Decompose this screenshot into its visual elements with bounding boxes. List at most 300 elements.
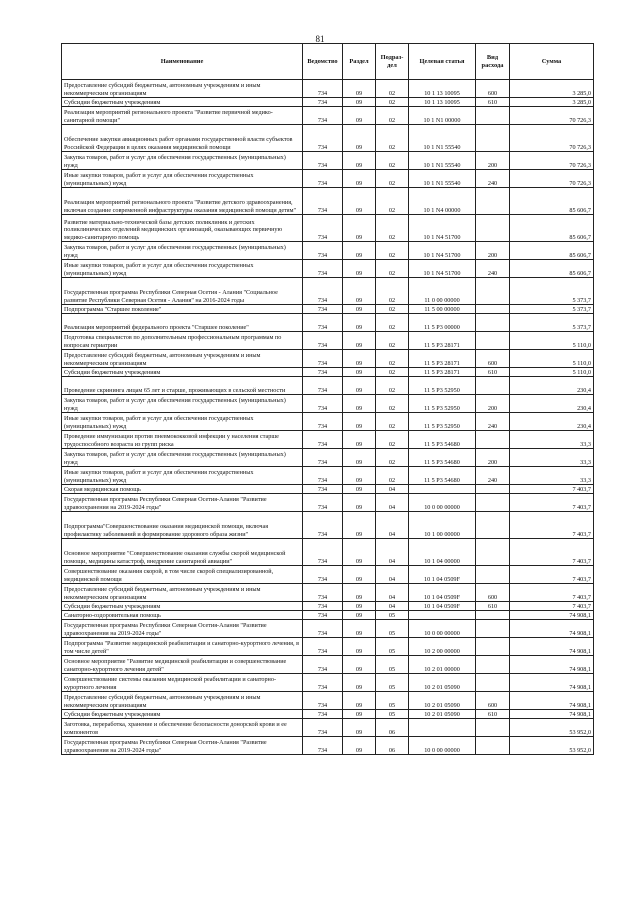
cell-celevaya-statya: 10 1 N4 51700 <box>409 260 476 278</box>
cell-name: Государственная программа Республики Северная Осетия-Алания "Развитие здравоохранения на 2019-2024 годы" <box>62 737 303 755</box>
table-row <box>62 656 594 674</box>
cell-celevaya-statya: 10 0 00 00000 <box>409 494 476 512</box>
cell-vid-rashoda <box>476 215 510 242</box>
cell-name: Предоставление субсидий бюджетным, автономным учреждениям и иным некоммерческим организациям <box>62 584 303 602</box>
cell-razdel: 09 <box>343 152 376 170</box>
cell-summa: 85 606,7 <box>510 260 594 278</box>
cell-summa: 230,4 <box>510 395 594 413</box>
cell-podrazdel: 06 <box>376 737 409 755</box>
cell-podrazdel: 02 <box>376 278 409 305</box>
cell-vid-rashoda: 600 <box>476 80 510 98</box>
cell-name: Подпрограмма "Старшее поколение" <box>62 305 303 314</box>
cell-vid-rashoda <box>476 638 510 656</box>
cell-summa: 70 726,3 <box>510 125 594 152</box>
cell-summa: 230,4 <box>510 413 594 431</box>
cell-vid-rashoda: 240 <box>476 170 510 188</box>
cell-podrazdel: 04 <box>376 485 409 494</box>
cell-name: Подготовка специалистов по дополнительным профессиональным программам по вопросам гериатрии <box>62 332 303 350</box>
cell-podrazdel: 02 <box>376 125 409 152</box>
cell-razdel: 09 <box>343 566 376 584</box>
cell-razdel: 09 <box>343 584 376 602</box>
cell-vid-rashoda <box>476 431 510 449</box>
cell-vedomstvo: 734 <box>303 611 343 620</box>
cell-razdel: 09 <box>343 332 376 350</box>
cell-celevaya-statya: 11 5 P3 52950 <box>409 413 476 431</box>
cell-name: Обеспечение закупки авиационных работ органами государственной власти субъектов Российской Федерации в целях оказания медицинской помощи <box>62 125 303 152</box>
table-row <box>62 584 594 602</box>
cell-summa: 7 403,7 <box>510 539 594 566</box>
cell-summa: 74 908,1 <box>510 638 594 656</box>
cell-name: Закупка товаров, работ и услуг для обеспечения государственных (муниципальных) нужд <box>62 242 303 260</box>
cell-podrazdel: 05 <box>376 620 409 638</box>
table-row <box>62 152 594 170</box>
cell-podrazdel: 02 <box>376 215 409 242</box>
header-vid-rashoda: Вид расхода <box>476 44 510 80</box>
cell-celevaya-statya: 11 5 P3 00000 <box>409 314 476 332</box>
cell-celevaya-statya: 11 5 P3 54680 <box>409 449 476 467</box>
cell-celevaya-statya: 11 5 P3 54680 <box>409 467 476 485</box>
cell-celevaya-statya: 10 1 N1 55540 <box>409 125 476 152</box>
cell-summa: 74 908,1 <box>510 620 594 638</box>
cell-vid-rashoda: 200 <box>476 152 510 170</box>
cell-name: Подпрограмма "Развитие медицинской реабилитации и санаторно-курортного лечения, в том числе детей" <box>62 638 303 656</box>
cell-vedomstvo: 734 <box>303 188 343 215</box>
cell-vedomstvo: 734 <box>303 413 343 431</box>
header-podrazdel: Подраз-дел <box>376 44 409 80</box>
cell-celevaya-statya: 10 1 N1 55540 <box>409 152 476 170</box>
cell-razdel: 09 <box>343 377 376 395</box>
cell-celevaya-statya: 11 5 P3 52950 <box>409 377 476 395</box>
cell-razdel: 09 <box>343 260 376 278</box>
cell-name: Проведение иммунизации против пневмококковой инфекции у населения старше трудоспособного возраста из групп риска <box>62 431 303 449</box>
cell-vid-rashoda: 600 <box>476 350 510 368</box>
cell-summa: 85 606,7 <box>510 215 594 242</box>
table-row <box>62 377 594 395</box>
cell-summa: 5 110,0 <box>510 350 594 368</box>
cell-podrazdel: 02 <box>376 80 409 98</box>
cell-name: Закупка товаров, работ и услуг для обеспечения государственных (муниципальных) нужд <box>62 395 303 413</box>
cell-razdel: 09 <box>343 314 376 332</box>
cell-razdel: 09 <box>343 413 376 431</box>
cell-summa: 7 403,7 <box>510 584 594 602</box>
table-row <box>62 260 594 278</box>
cell-name: Реализация мероприятий регионального проекта "Развитие детского здравоохранения, включая создание современной инфраструктуры оказания медицинской помощи детям" <box>62 188 303 215</box>
cell-vid-rashoda <box>476 620 510 638</box>
cell-celevaya-statya: 11 5 P3 28171 <box>409 350 476 368</box>
cell-name: Иные закупки товаров, работ и услуг для обеспечения государственных (муниципальных) нужд <box>62 467 303 485</box>
cell-podrazdel: 02 <box>376 305 409 314</box>
cell-celevaya-statya: 10 1 04 0509F <box>409 584 476 602</box>
cell-razdel: 09 <box>343 494 376 512</box>
cell-celevaya-statya <box>409 611 476 620</box>
cell-vedomstvo: 734 <box>303 449 343 467</box>
cell-vid-rashoda <box>476 125 510 152</box>
cell-razdel: 09 <box>343 188 376 215</box>
cell-vedomstvo: 734 <box>303 260 343 278</box>
table-row <box>62 305 594 314</box>
cell-vid-rashoda: 600 <box>476 584 510 602</box>
cell-vedomstvo: 734 <box>303 737 343 755</box>
table-row <box>62 692 594 710</box>
cell-vid-rashoda: 240 <box>476 413 510 431</box>
cell-razdel: 09 <box>343 485 376 494</box>
cell-razdel: 09 <box>343 539 376 566</box>
cell-vedomstvo: 734 <box>303 602 343 611</box>
cell-celevaya-statya: 10 0 00 00000 <box>409 737 476 755</box>
cell-vid-rashoda: 200 <box>476 449 510 467</box>
cell-name: Иные закупки товаров, работ и услуг для обеспечения государственных (муниципальных) нужд <box>62 413 303 431</box>
cell-name: Развитие материально-технической базы детских поликлиник и детских поликлинических отделений медицинских организаций, оказывающих первичную медико-санитарную помощь <box>62 215 303 242</box>
cell-razdel: 09 <box>343 692 376 710</box>
cell-vid-rashoda <box>476 566 510 584</box>
cell-celevaya-statya: 10 2 01 05090 <box>409 710 476 719</box>
cell-vedomstvo: 734 <box>303 314 343 332</box>
table-row <box>62 494 594 512</box>
cell-summa: 3 285,0 <box>510 80 594 98</box>
cell-razdel: 09 <box>343 305 376 314</box>
cell-podrazdel: 04 <box>376 494 409 512</box>
cell-name: Закупка товаров, работ и услуг для обеспечения государственных (муниципальных) нужд <box>62 449 303 467</box>
table-row <box>62 107 594 125</box>
cell-vid-rashoda <box>476 674 510 692</box>
cell-podrazdel: 02 <box>376 467 409 485</box>
cell-podrazdel: 05 <box>376 611 409 620</box>
cell-vedomstvo: 734 <box>303 305 343 314</box>
cell-summa: 5 110,0 <box>510 368 594 377</box>
cell-celevaya-statya: 10 2 01 05090 <box>409 692 476 710</box>
cell-name: Совершенствование системы оказания медицинской реабилитации и санаторно-курортного лечения <box>62 674 303 692</box>
cell-celevaya-statya <box>409 485 476 494</box>
cell-vedomstvo: 734 <box>303 368 343 377</box>
cell-razdel: 09 <box>343 512 376 539</box>
cell-name: Субсидии бюджетным учреждениям <box>62 368 303 377</box>
cell-vid-rashoda: 610 <box>476 710 510 719</box>
cell-razdel: 09 <box>343 98 376 107</box>
page-number: 81 <box>315 34 325 44</box>
cell-celevaya-statya: 10 2 01 05090 <box>409 674 476 692</box>
cell-podrazdel: 02 <box>376 413 409 431</box>
cell-celevaya-statya: 11 5 P3 28171 <box>409 332 476 350</box>
cell-celevaya-statya: 10 1 13 10095 <box>409 98 476 107</box>
cell-celevaya-statya: 11 5 P3 28171 <box>409 368 476 377</box>
cell-summa: 85 606,7 <box>510 242 594 260</box>
cell-vid-rashoda <box>476 314 510 332</box>
cell-summa: 74 908,1 <box>510 674 594 692</box>
header-celevaya-statya: Целевая статья <box>409 44 476 80</box>
cell-celevaya-statya: 10 1 04 00000 <box>409 539 476 566</box>
cell-podrazdel: 06 <box>376 719 409 737</box>
cell-vid-rashoda <box>476 611 510 620</box>
cell-vedomstvo: 734 <box>303 332 343 350</box>
cell-vid-rashoda: 610 <box>476 368 510 377</box>
cell-summa: 74 908,1 <box>510 656 594 674</box>
table-row <box>62 98 594 107</box>
cell-podrazdel: 05 <box>376 692 409 710</box>
cell-celevaya-statya: 10 1 13 10095 <box>409 80 476 98</box>
cell-vid-rashoda <box>476 737 510 755</box>
cell-summa: 53 952,0 <box>510 719 594 737</box>
cell-name: Предоставление субсидий бюджетным, автономным учреждениям и иным некоммерческим организациям <box>62 350 303 368</box>
cell-name: Закупка товаров, работ и услуг для обеспечения государственных (муниципальных) нужд <box>62 152 303 170</box>
cell-celevaya-statya: 10 1 N1 00000 <box>409 107 476 125</box>
cell-razdel: 09 <box>343 737 376 755</box>
cell-vedomstvo: 734 <box>303 80 343 98</box>
cell-summa: 53 952,0 <box>510 737 594 755</box>
cell-razdel: 09 <box>343 80 376 98</box>
cell-vedomstvo: 734 <box>303 719 343 737</box>
table-row <box>62 368 594 377</box>
cell-celevaya-statya: 10 1 N1 55540 <box>409 170 476 188</box>
cell-celevaya-statya: 11 5 P3 52950 <box>409 395 476 413</box>
cell-name: Иные закупки товаров, работ и услуг для обеспечения государственных (муниципальных) нужд <box>62 260 303 278</box>
cell-razdel: 09 <box>343 368 376 377</box>
cell-razdel: 09 <box>343 710 376 719</box>
table-row <box>62 215 594 242</box>
cell-razdel: 09 <box>343 449 376 467</box>
cell-name: Субсидии бюджетным учреждениям <box>62 602 303 611</box>
cell-celevaya-statya: 11 5 P3 54680 <box>409 431 476 449</box>
cell-podrazdel: 02 <box>376 350 409 368</box>
cell-vedomstvo: 734 <box>303 710 343 719</box>
cell-podrazdel: 02 <box>376 368 409 377</box>
cell-vid-rashoda: 610 <box>476 98 510 107</box>
table-row <box>62 674 594 692</box>
cell-vedomstvo: 734 <box>303 170 343 188</box>
cell-vedomstvo: 734 <box>303 584 343 602</box>
cell-razdel: 09 <box>343 278 376 305</box>
cell-celevaya-statya: 10 0 00 00000 <box>409 620 476 638</box>
cell-summa: 7 403,7 <box>510 494 594 512</box>
cell-podrazdel: 02 <box>376 242 409 260</box>
cell-celevaya-statya: 10 1 00 00000 <box>409 512 476 539</box>
cell-razdel: 09 <box>343 107 376 125</box>
cell-name: Заготовка, переработка, хранение и обеспечение безопасности донорской крови и ее компонентов <box>62 719 303 737</box>
cell-vid-rashoda <box>476 305 510 314</box>
cell-summa: 70 726,3 <box>510 107 594 125</box>
table-row <box>62 467 594 485</box>
cell-vid-rashoda <box>476 332 510 350</box>
cell-podrazdel: 02 <box>376 377 409 395</box>
cell-podrazdel: 04 <box>376 539 409 566</box>
cell-vedomstvo: 734 <box>303 656 343 674</box>
table-row <box>62 170 594 188</box>
cell-celevaya-statya: 10 1 N4 00000 <box>409 188 476 215</box>
cell-podrazdel: 02 <box>376 107 409 125</box>
cell-summa: 5 373,7 <box>510 305 594 314</box>
cell-podrazdel: 02 <box>376 332 409 350</box>
cell-vedomstvo: 734 <box>303 107 343 125</box>
cell-podrazdel: 05 <box>376 710 409 719</box>
table-row <box>62 332 594 350</box>
cell-summa: 74 908,1 <box>510 692 594 710</box>
cell-vedomstvo: 734 <box>303 152 343 170</box>
table-row <box>62 539 594 566</box>
table-row <box>62 413 594 431</box>
cell-razdel: 09 <box>343 602 376 611</box>
cell-razdel: 09 <box>343 125 376 152</box>
table-row <box>62 188 594 215</box>
cell-name: Предоставление субсидий бюджетным, автономным учреждениям и иным некоммерческим организациям <box>62 80 303 98</box>
table-row <box>62 602 594 611</box>
cell-razdel: 09 <box>343 467 376 485</box>
table-row <box>62 512 594 539</box>
table-row <box>62 395 594 413</box>
cell-name: Санаторно-оздоровительная помощь <box>62 611 303 620</box>
cell-vid-rashoda: 610 <box>476 602 510 611</box>
cell-summa: 3 285,0 <box>510 98 594 107</box>
cell-vedomstvo: 734 <box>303 539 343 566</box>
cell-vedomstvo: 734 <box>303 467 343 485</box>
cell-vid-rashoda: 200 <box>476 242 510 260</box>
cell-vedomstvo: 734 <box>303 98 343 107</box>
cell-name: Основное мероприятие "Развитие медицинской реабилитации и совершенствование санаторно-курортного лечения детей" <box>62 656 303 674</box>
cell-vedomstvo: 734 <box>303 620 343 638</box>
cell-vid-rashoda <box>476 278 510 305</box>
header-summa: Сумма <box>510 44 594 80</box>
cell-vedomstvo: 734 <box>303 512 343 539</box>
table-row <box>62 737 594 755</box>
cell-podrazdel: 02 <box>376 170 409 188</box>
cell-celevaya-statya: 10 2 01 00000 <box>409 656 476 674</box>
cell-name: Иные закупки товаров, работ и услуг для обеспечения государственных (муниципальных) нужд <box>62 170 303 188</box>
cell-razdel: 09 <box>343 674 376 692</box>
cell-vedomstvo: 734 <box>303 485 343 494</box>
cell-summa: 85 606,7 <box>510 188 594 215</box>
cell-summa: 33,3 <box>510 467 594 485</box>
cell-vid-rashoda <box>476 485 510 494</box>
table-row <box>62 125 594 152</box>
cell-summa: 230,4 <box>510 377 594 395</box>
cell-summa: 74 908,1 <box>510 710 594 719</box>
cell-summa: 74 908,1 <box>510 611 594 620</box>
cell-name: Реализация мероприятий регионального проекта "Развитие первичной медико-санитарной помощи" <box>62 107 303 125</box>
cell-podrazdel: 04 <box>376 584 409 602</box>
cell-vedomstvo: 734 <box>303 566 343 584</box>
cell-vedomstvo: 734 <box>303 350 343 368</box>
cell-celevaya-statya: 10 1 04 0509F <box>409 602 476 611</box>
cell-name: Субсидии бюджетным учреждениям <box>62 98 303 107</box>
cell-podrazdel: 02 <box>376 188 409 215</box>
cell-podrazdel: 02 <box>376 449 409 467</box>
cell-name: Совершенствование оказания скорой, в том числе скорой специализированной, медицинской помощи <box>62 566 303 584</box>
cell-vedomstvo: 734 <box>303 395 343 413</box>
table-row <box>62 431 594 449</box>
cell-name: Проведение скрининга лицам 65 лет и старше, проживающих в сельской местности <box>62 377 303 395</box>
cell-vid-rashoda <box>476 539 510 566</box>
cell-podrazdel: 02 <box>376 260 409 278</box>
cell-podrazdel: 05 <box>376 638 409 656</box>
table-row <box>62 80 594 98</box>
cell-razdel: 09 <box>343 242 376 260</box>
cell-celevaya-statya: 10 2 00 00000 <box>409 638 476 656</box>
table-row <box>62 449 594 467</box>
cell-vid-rashoda <box>476 656 510 674</box>
cell-celevaya-statya <box>409 719 476 737</box>
cell-vid-rashoda <box>476 107 510 125</box>
cell-vedomstvo: 734 <box>303 278 343 305</box>
cell-vid-rashoda <box>476 719 510 737</box>
cell-podrazdel: 05 <box>376 674 409 692</box>
cell-vedomstvo: 734 <box>303 242 343 260</box>
cell-podrazdel: 02 <box>376 395 409 413</box>
cell-razdel: 09 <box>343 431 376 449</box>
cell-summa: 7 403,7 <box>510 602 594 611</box>
table-body <box>62 80 594 755</box>
cell-razdel: 09 <box>343 611 376 620</box>
cell-name: Государственная программа Республики Северная Осетия - Алания "Социальное развитие Республики Северная Осетия - Алания" на 2016-2024 годы <box>62 278 303 305</box>
cell-vedomstvo: 734 <box>303 431 343 449</box>
cell-vedomstvo: 734 <box>303 377 343 395</box>
cell-podrazdel: 02 <box>376 314 409 332</box>
cell-name: Субсидии бюджетным учреждениям <box>62 710 303 719</box>
cell-podrazdel: 04 <box>376 512 409 539</box>
table-row <box>62 620 594 638</box>
cell-razdel: 09 <box>343 638 376 656</box>
cell-summa: 70 726,3 <box>510 170 594 188</box>
table-row <box>62 611 594 620</box>
cell-razdel: 09 <box>343 656 376 674</box>
cell-summa: 5 373,7 <box>510 278 594 305</box>
cell-vid-rashoda: 600 <box>476 692 510 710</box>
table-row <box>62 350 594 368</box>
cell-podrazdel: 04 <box>376 602 409 611</box>
cell-summa: 5 110,0 <box>510 332 594 350</box>
cell-celevaya-statya: 10 1 04 0509F <box>409 566 476 584</box>
cell-summa: 7 403,7 <box>510 485 594 494</box>
cell-vid-rashoda: 200 <box>476 395 510 413</box>
cell-vedomstvo: 734 <box>303 638 343 656</box>
cell-vid-rashoda <box>476 188 510 215</box>
cell-summa: 33,3 <box>510 431 594 449</box>
cell-podrazdel: 02 <box>376 152 409 170</box>
cell-razdel: 09 <box>343 719 376 737</box>
cell-summa: 7 403,7 <box>510 566 594 584</box>
cell-summa: 33,3 <box>510 449 594 467</box>
cell-name: Подпрограмма"Совершенствование оказания медицинской помощи, включая профилактику заболеваний и формирование здорового образа жизни" <box>62 512 303 539</box>
cell-name: Государственная программа Республики Северная Осетия-Алания "Развитие здравоохранения на 2019-2024 годы" <box>62 494 303 512</box>
cell-vedomstvo: 734 <box>303 215 343 242</box>
cell-summa: 7 403,7 <box>510 512 594 539</box>
cell-vedomstvo: 734 <box>303 125 343 152</box>
cell-vedomstvo: 734 <box>303 494 343 512</box>
table-header-row <box>62 44 594 80</box>
cell-name: Основное мероприятие "Совершенствование оказания службы скорой медицинской помощи, медицины катастроф, внедрение санитарной авиации" <box>62 539 303 566</box>
table-row <box>62 710 594 719</box>
cell-celevaya-statya: 10 1 N4 51700 <box>409 215 476 242</box>
cell-name: Предоставление субсидий бюджетным, автономным учреждениям и иным некоммерческим организациям <box>62 692 303 710</box>
cell-razdel: 09 <box>343 395 376 413</box>
table-row <box>62 566 594 584</box>
cell-podrazdel: 04 <box>376 566 409 584</box>
cell-name: Скорая медицинская помощь <box>62 485 303 494</box>
cell-vedomstvo: 734 <box>303 674 343 692</box>
cell-vid-rashoda: 240 <box>476 260 510 278</box>
header-vedomstvo: Ведомство <box>303 44 343 80</box>
cell-podrazdel: 05 <box>376 656 409 674</box>
cell-celevaya-statya: 10 1 N4 51700 <box>409 242 476 260</box>
cell-vid-rashoda: 240 <box>476 467 510 485</box>
cell-summa: 5 373,7 <box>510 314 594 332</box>
header-name: Наименование <box>62 44 303 80</box>
table-row <box>62 638 594 656</box>
cell-vid-rashoda <box>476 494 510 512</box>
cell-razdel: 09 <box>343 620 376 638</box>
header-razdel: Раздел <box>343 44 376 80</box>
cell-celevaya-statya: 11 5 00 00000 <box>409 305 476 314</box>
cell-razdel: 09 <box>343 170 376 188</box>
table-row <box>62 242 594 260</box>
cell-vid-rashoda <box>476 377 510 395</box>
